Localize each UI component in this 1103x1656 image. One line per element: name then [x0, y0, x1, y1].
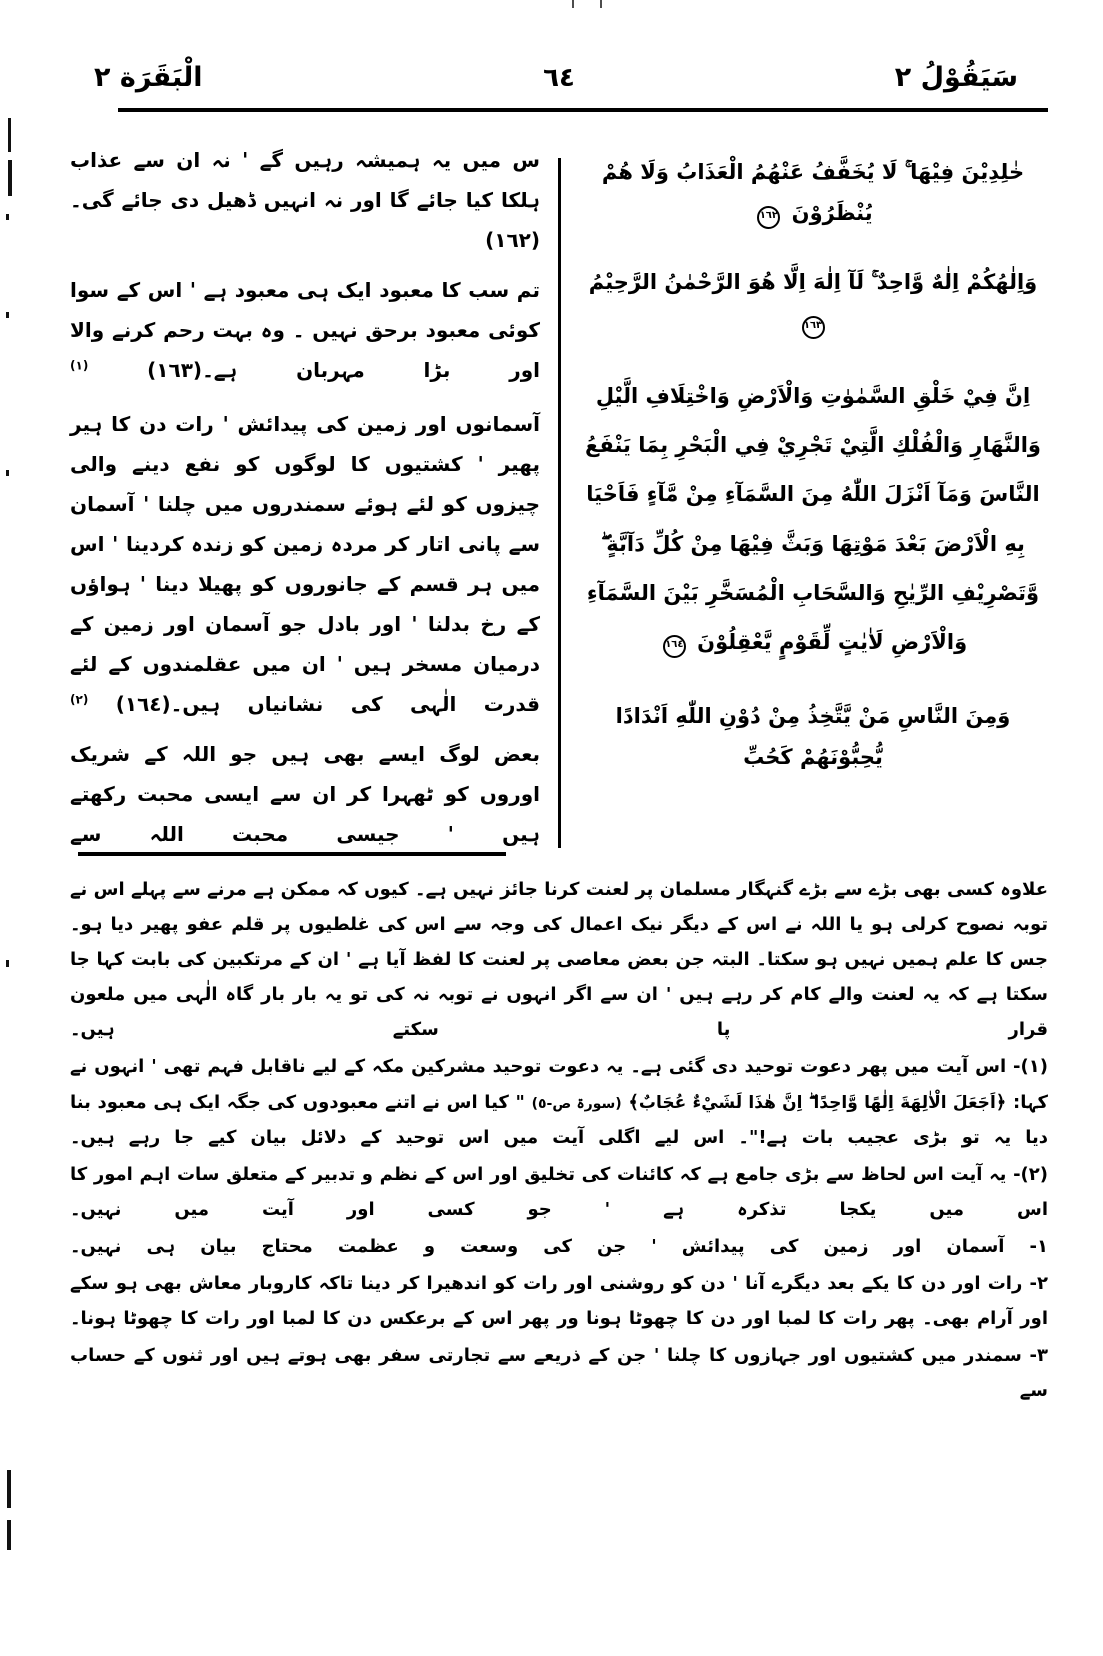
scan-edge-mark	[7, 1470, 11, 1508]
quran-quote: اَجَعَلَ الْاٰلِهَةَ اِلٰهًا وَّاحِدًا ۖ اِنَّ هٰذَا لَشَيْءٌ عُجَابٌ	[638, 1092, 996, 1113]
urdu-paragraph: بعض لوگ ایسے بھی ہیں جو اللہ کے شریک اوروں کو ٹھہرا کر ان سے ایسی محبت رکھتے ہیں ' جیسی محبت اللہ سے	[70, 742, 540, 846]
ayah-number-badge: ١٦٤	[663, 635, 686, 658]
scan-edge-mark	[7, 1520, 11, 1550]
crop-mark-left	[572, 0, 574, 8]
header-rule	[118, 108, 1048, 112]
crop-mark-right	[600, 0, 602, 8]
ayah-block	[578, 696, 1048, 778]
scan-edge-mark	[8, 160, 12, 196]
quote-close-brace: ﴾	[628, 1091, 639, 1113]
arabic-quran-column	[578, 140, 1048, 845]
list-item	[70, 1338, 1048, 1408]
scan-edge-mark	[6, 470, 9, 476]
ayah-block	[578, 152, 1048, 234]
urdu-translation-column	[70, 140, 540, 845]
footnote-text: یہ آیت اس لحاظ سے بڑی جامع ہے کہ کائنات کی تخلیق اور اس کے نظم و تدبیر کے متعلق سات اہم امور کا اس میں یکجا تذکرہ ہے ' جو کسی اور آیت میں نہیں۔	[70, 1163, 1048, 1220]
ayah-text: خٰلِدِيْنَ فِيْهَا ۚ لَا يُخَفَّفُ عَنْهُمُ الْعَذَابُ وَلَا هُمْ يُنْظَرُوْنَ	[601, 160, 1025, 225]
footnotes-section	[70, 872, 1048, 1616]
urdu-paragraph-text: تم سب کا معبود ایک ہی معبود ہے ' اس کے سوا کوئی معبود برحق نہیں ۔ وہ بہت رحم کرنے والا اور بڑا مہربان ہے۔(١٦٣)	[70, 278, 540, 382]
footnote-intro-paragraph: علاوہ کسی بھی بڑے سے بڑے گنہگار مسلمان پر لعنت کرنا جائز نہیں ہے۔ کیوں کہ ممکن ہے مرنے سے پہلے اس نے توبہ نصوح کرلی ہو یا اللہ نے اس کے دیگر نیک اعمال کی وجہ سے اس کی غلطیوں پر قلم عفو پھیر دیا ہو۔ جس کا علم ہمیں نہیں ہو سکتا۔ البتہ جن بعض معاصی پر لعنت کا لفظ آیا ہے ' ان کے مرتکبین کی بابت کہا جا سکتا ہے کہ یہ لعنت والے کام کر رہے ہیں ' ان سے اگر انہوں نے توبہ نہ کی تو یہ بار بار گاہ الٰہی میں ملعون قرار پا سکتے ہیں۔	[70, 879, 1048, 1041]
page-number: ٦٤	[543, 63, 575, 93]
urdu-paragraph	[70, 270, 540, 390]
ayah-number-badge: ١٦٣	[802, 316, 825, 339]
ayah-number-badge: ١٦٢	[757, 206, 780, 229]
footnote-marker: (١)	[70, 358, 89, 373]
scan-edge-mark	[6, 960, 9, 967]
list-item-marker: ٢-	[1029, 1273, 1048, 1295]
footnote-text: اس آیت میں پھر دعوت توحید دی گئی ہے۔ یہ دعوت توحید مشرکین مکہ کے لیے ناقابل فہم تھی ' انہوں نے کہا:	[70, 1056, 1048, 1113]
list-item-text: سمندر میں کشتیوں اور جہازوں کا چلنا ' جن کے ذریعے سے تجارتی سفر بھی ہوتے ہیں اور ثنوں کے حساب سے	[70, 1345, 1048, 1402]
scan-edge-mark	[6, 214, 9, 220]
column-divider	[558, 158, 561, 848]
footnote-marker: (١)-	[1013, 1056, 1048, 1078]
surah-title: الْبَقَرَة ٢	[94, 62, 203, 93]
numbered-points-list	[70, 1229, 1048, 1408]
footnote-text-continued: " کیا اس نے اتنے معبودوں کی جگہ ایک ہی معبود بنا دیا یہ تو بڑی عجیب بات ہے!"۔ اس لیے اگلی آیت میں اس توحید کے دلائل بیان کیے جا رہے ہیں۔	[70, 1091, 1048, 1148]
urdu-paragraph: س میں یہ ہمیشہ رہیں گے ' نہ ان سے عذاب ہلکا کیا جائے گا اور نہ انہیں ڈھیل دی جائے گی۔(١٦٢)	[70, 148, 540, 252]
footnote-divider-rule	[78, 852, 506, 856]
scan-edge-mark	[6, 312, 9, 318]
body-columns	[70, 140, 1048, 845]
list-item	[70, 1229, 1048, 1264]
ayah-text: اِنَّ فِيْ خَلْقِ السَّمٰوٰتِ وَالْاَرْضِ وَاخْتِلَافِ الَّيْلِ وَالنَّهَارِ وَالْفُلْكِ الَّتِيْ تَجْرِيْ فِي الْبَحْرِ بِمَا يَنْفَعُ النَّاسَ وَمَآ اَنْزَلَ اللّٰهُ مِنَ السَّمَآءِ مِنْ مَّآءٍ فَاَحْيَا بِهِ الْاَرْضَ بَعْدَ مَوْتِهَا وَبَثَّ فِيْهَا مِنْ كُلِّ دَآبَّةٍ ۖ وَّتَصْرِيْفِ الرِّيٰحِ وَالسَّحَابِ الْمُسَخَّرِ بَيْنَ السَّمَآءِ وَالْاَرْضِ لَاٰيٰتٍ لِّقَوْمٍ يَّعْقِلُوْنَ	[585, 383, 1041, 655]
footnote-item-2	[70, 1157, 1048, 1227]
list-item-text: آسمان اور زمین کی پیدائش ' جن کی وسعت و عظمت محتاج بیان ہی نہیں۔	[70, 1235, 1005, 1257]
ayah-text: وَمِنَ النَّاسِ مَنْ يَّتَّخِذُ مِنْ دُوْنِ اللّٰهِ اَنْدَادًا يُّحِبُّوْنَهُمْ كَحُبِّ	[615, 703, 1011, 769]
urdu-paragraph-text: آسمانوں اور زمین کی پیدائش ' رات دن کا ہیر پھیر ' کشتیوں کا لوگوں کو نفع دینے والی چیزوں کو لئے ہوئے سمندروں میں چلنا ' آسمان سے پانی اتار کر مردہ زمین کو زندہ کردینا ' اس میں ہر قسم کے جانوروں کو پھیلا دینا ' ہواؤں کے رخ بدلنا ' اور بادل جو آسمان اور زمین کے درمیان مسخر ہیں ' ان میں عقلمندوں کے لئے قدرت الٰہی کی نشانیاں ہیں۔(١٦٤)	[70, 412, 540, 716]
ayah-block	[578, 262, 1048, 344]
footnote-item-1	[70, 1049, 1048, 1154]
quote-source-reference: (سورۃ ص-٥)	[531, 1095, 622, 1112]
urdu-paragraph	[70, 404, 540, 724]
ayah-text: وَاِلٰهُكُمْ اِلٰهٌ وَّاحِدٌ ۚ لَآ اِلٰهَ اِلَّا هُوَ الرَّحْمٰنُ الرَّحِيْمُ	[588, 269, 1038, 294]
footnote-marker: (٢)	[70, 692, 89, 707]
list-item-marker: ٣-	[1029, 1345, 1048, 1367]
list-item-text: رات اور دن کا یکے بعد دیگرے آنا ' دن کو روشنی اور رات کو اندھیرا کر دینا تاکہ کاروبار معاش بھی ہو سکے اور آرام بھی۔ پھر رات کا لمبا اور دن کا چھوٹا ہونا ور پھر اس کے برعکس دن کا لمبا اور رات کا چھوٹا ہونا۔	[70, 1273, 1048, 1330]
quote-open-brace: ﴿	[995, 1091, 1007, 1113]
ayah-block	[578, 372, 1048, 668]
page-header	[70, 52, 1048, 114]
juz-title: سَيَقُوْلُ ٢	[894, 62, 1018, 93]
list-item	[70, 1266, 1048, 1336]
scan-edge-mark	[8, 118, 11, 152]
list-item-marker: ١-	[1029, 1235, 1048, 1257]
footnote-marker: (٢)-	[1013, 1163, 1048, 1185]
